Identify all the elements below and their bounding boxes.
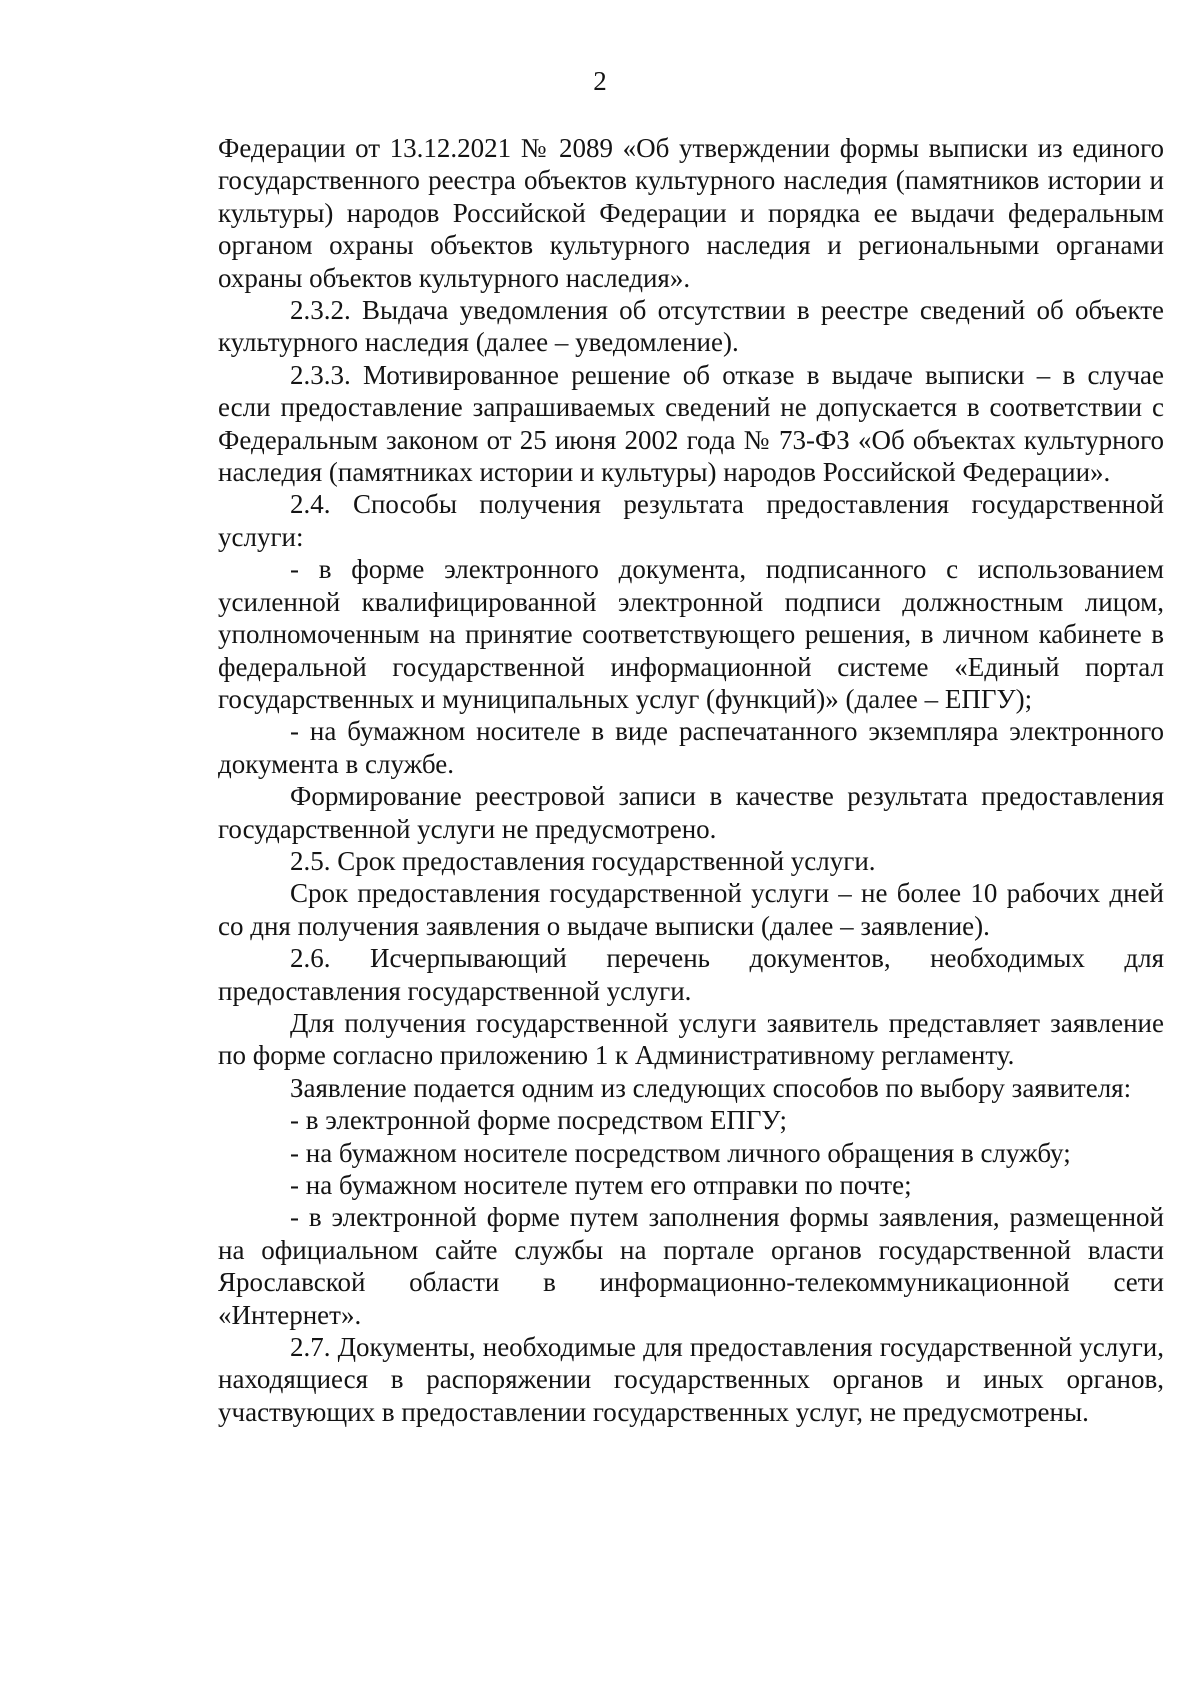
paragraph-continuation: Федерации от 13.12.2021 № 2089 «Об утверждении формы выписки из единого государственного реестра объектов культурного наследия (памятников истории и культуры) народов Российской Федерации и порядка ее выдачи федеральным органом охраны объектов культурного наследия и региональными органами охраны объектов культурного наследия». xyxy=(218,133,1164,293)
paragraph-2-7: 2.7. Документы, необходимые для предоставления государственной услуги, находящиеся в распоряжении государственных органов и иных органов, участвующих в предоставлении государственных услуг, не предусмотрены. xyxy=(218,1332,1164,1427)
document-body xyxy=(218,132,1164,1428)
list-item-mail: - на бумажном носителе путем его отправки по почте; xyxy=(290,1170,912,1200)
list-item-personal-visit: - на бумажном носителе посредством личного обращения в службу; xyxy=(290,1137,1071,1168)
paragraph-2-3-2: 2.3.2. Выдача уведомления об отсутствии в реестре сведений об объекте культурного наследия (далее – уведомление). xyxy=(218,295,1164,358)
list-item-epgu: - в электронной форме посредством ЕПГУ; xyxy=(290,1105,788,1136)
paragraph-2-6: 2.6. Исчерпывающий перечень документов, необходимых для предоставления государственной услуги. xyxy=(218,943,1164,1006)
list-item-paper-copy: - на бумажном носителе в виде распечатанного экземпляра электронного документа в службе. xyxy=(218,716,1164,779)
list-item-online-form: - в электронной форме путем заполнения формы заявления, размещенной на официальном сайте службы на портале органов государственной власти Ярославской области в информационно-телекоммуникационной сети «Интернет». xyxy=(218,1202,1164,1330)
paragraph-registry-record: Формирование реестровой записи в качестве результата предоставления государственной услуги не предусмотрено. xyxy=(218,781,1164,844)
paragraph-2-5: 2.5. Срок предоставления государственной услуги. xyxy=(290,845,876,876)
paragraph-2-4: 2.4. Способы получения результата предоставления государственной услуги: xyxy=(218,489,1164,552)
page-number: 2 xyxy=(593,66,607,96)
paragraph-2-3-3: 2.3.3. Мотивированное решение об отказе в выдаче выписки – в случае если предоставление запрашиваемых сведений не допускается в соответствии с Федеральным законом от 25 июня 2002 года № 73-ФЗ «Об объектах культурного наследия (памятниках истории и культуры) народов Российской Федерации». xyxy=(218,359,1164,488)
paragraph-submission-methods: Заявление подается одним из следующих способов по выбору заявителя: xyxy=(290,1072,1132,1103)
paragraph-term: Срок предоставления государственной услуги – не более 10 рабочих дней со дня получения заявления о выдаче выписки (далее – заявление). xyxy=(218,878,1164,941)
list-item-electronic-document: - в форме электронного документа, подписанного с использованием усиленной квалифицированной электронной подписи должностным лицом, уполномоченным на принятие соответствующего решения, в личном кабинете в федеральной государственной информационной системе «Единый портал государственных и муниципальных услуг (функций)» (далее – ЕПГУ); xyxy=(218,554,1164,714)
paragraph-application-form: Для получения государственной услуги заявитель представляет заявление по форме согласно приложению 1 к Административному регламенту. xyxy=(218,1007,1164,1071)
